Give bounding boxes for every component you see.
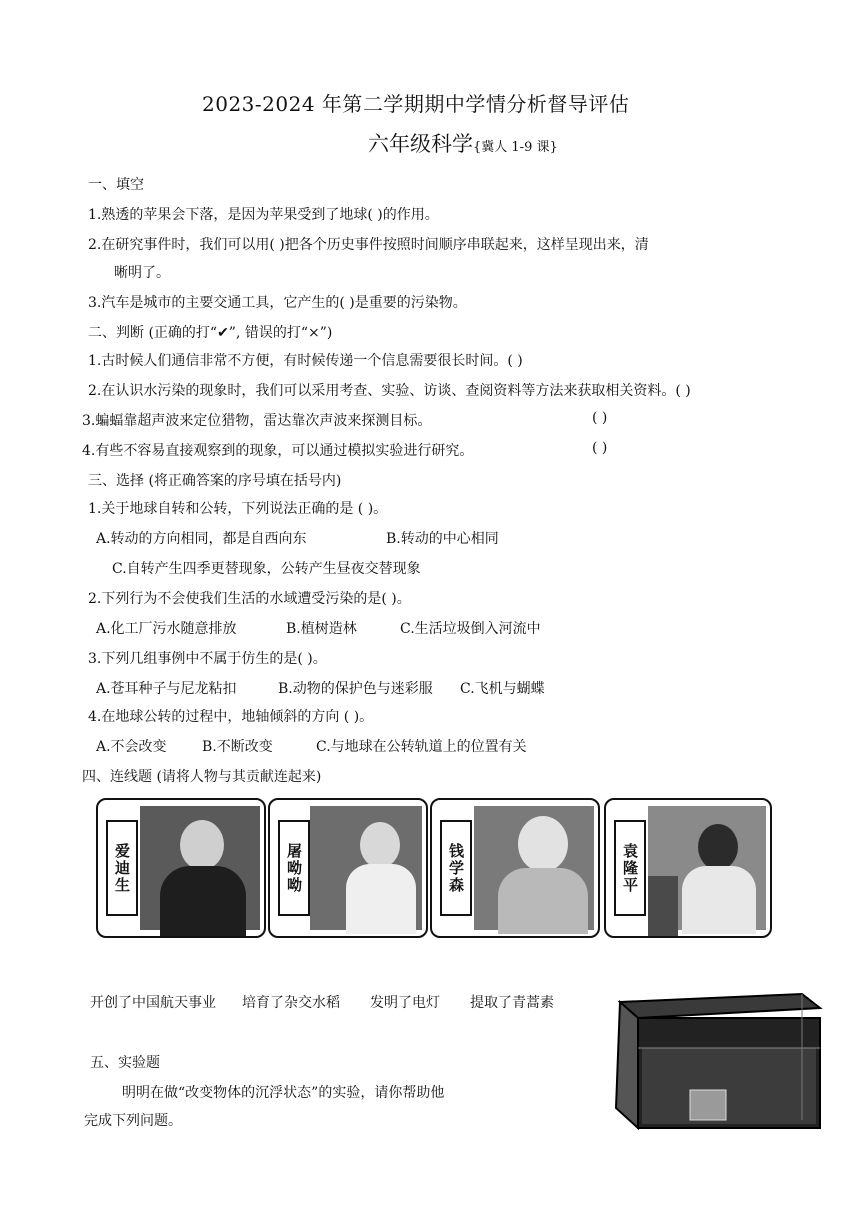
s2-q3-paren: ( ) bbox=[592, 410, 608, 426]
body bbox=[160, 866, 246, 936]
s3-q3: 3.下列几组事例中不属于仿生的是( )。 bbox=[88, 651, 327, 667]
s3-q1-option-b: B.转动的中心相同 bbox=[386, 531, 499, 547]
body bbox=[498, 868, 588, 934]
body bbox=[682, 866, 756, 934]
s3-q2: 2.下列行为不会使我们生活的水域遭受污染的是( )。 bbox=[88, 591, 411, 607]
photo-scene bbox=[648, 806, 766, 930]
s3-q2-option-c: C.生活垃圾倒入河流中 bbox=[400, 621, 541, 637]
s2-q1: 1.古时候人们通信非常不方便，有时候传递一个信息需要很长时间。( ) bbox=[88, 353, 523, 369]
contribution-electric-lamp: 发明了电灯 bbox=[370, 995, 440, 1011]
contribution-aerospace: 开创了中国航天事业 bbox=[90, 995, 216, 1011]
photo-scene bbox=[140, 806, 260, 930]
s2-q3: 3.蝙蝠靠超声波来定位猎物，雷达靠次声波来探测目标。 bbox=[82, 413, 432, 429]
body bbox=[346, 864, 416, 934]
photo-scene bbox=[474, 806, 594, 930]
s1-q2-line1: 2.在研究事件时，我们可以用( )把各个历史事件按照时间顺序串联起来，这样呈现出来，清 bbox=[88, 237, 649, 253]
face bbox=[360, 822, 400, 868]
s3-q1-option-a: A.转动的方向相同，都是自西向东 bbox=[96, 531, 307, 547]
s1-q2-line2: 晰明了。 bbox=[114, 265, 170, 281]
s5-text-line2: 完成下列问题。 bbox=[84, 1113, 182, 1129]
name-card-edison: 爱迪生 bbox=[106, 820, 138, 916]
s3-q3-option-b: B.动物的保护色与迷彩服 bbox=[278, 681, 433, 697]
portrait-yuan-longping bbox=[604, 798, 772, 938]
s3-q4-option-b: B.不断改变 bbox=[202, 739, 273, 755]
s2-q4-paren: ( ) bbox=[592, 440, 608, 456]
s2-q2: 2.在认识水污染的现象时，我们可以采用考查、实验、访谈、查阅资料等方法来获取相关资料。( ) bbox=[88, 383, 691, 399]
section-1-heading: 一、填空 bbox=[88, 177, 144, 193]
s3-q1-option-c: C.自转产生四季更替现象，公转产生昼夜交替现象 bbox=[112, 561, 421, 577]
s1-q1: 1.熟透的苹果会下落，是因为苹果受到了地球( )的作用。 bbox=[88, 207, 439, 223]
name-card-tu-youyou: 屠呦呦 bbox=[278, 820, 310, 916]
page-title: 2023-2024 年第二学期期中学情分析督导评估 bbox=[202, 92, 630, 116]
s5-text-line1: 明明在做“改变物体的沉浮状态”的实验，请你帮助他 bbox=[122, 1085, 445, 1101]
face bbox=[180, 820, 224, 870]
section-4-heading: 四、连线题 (请将人物与其贡献连起来) bbox=[82, 769, 322, 785]
portrait-tu-youyou bbox=[268, 798, 428, 938]
section-5-heading: 五、实验题 bbox=[90, 1055, 160, 1071]
s3-q3-option-c: C.飞机与蝴蝶 bbox=[460, 681, 545, 697]
subtitle-main: 六年级科学 bbox=[368, 132, 473, 156]
face bbox=[698, 824, 738, 870]
photo-scene bbox=[310, 806, 422, 930]
rice-plants bbox=[648, 876, 678, 936]
s2-q4: 4.有些不容易直接观察到的现象，可以通过模拟实验进行研究。 bbox=[82, 443, 474, 459]
s3-q1: 1.关于地球自转和公转，下列说法正确的是 ( )。 bbox=[88, 501, 388, 517]
contribution-hybrid-rice: 培育了杂交水稻 bbox=[242, 995, 340, 1011]
s3-q3-option-a: A.苍耳种子与尼龙粘扣 bbox=[96, 681, 237, 697]
s3-q2-option-b: B.植树造林 bbox=[286, 621, 357, 637]
s3-q2-option-a: A.化工厂污水随意排放 bbox=[96, 621, 237, 637]
subtitle bbox=[368, 128, 558, 158]
s3-q4-option-a: A.不会改变 bbox=[96, 739, 167, 755]
section-3-heading: 三、选择 (将正确答案的序号填在括号内) bbox=[88, 473, 342, 489]
face bbox=[518, 816, 568, 872]
s3-q4-option-c: C.与地球在公转轨道上的位置有关 bbox=[316, 739, 527, 755]
name-card-qian-xuesen: 钱学森 bbox=[440, 820, 472, 916]
portrait-qian-xuesen bbox=[430, 798, 600, 938]
s3-q4: 4.在地球公转的过程中，地轴倾斜的方向 ( )。 bbox=[88, 709, 374, 725]
section-2-heading: 二、判断 (正确的打“✔”, 错误的打“×”) bbox=[88, 325, 333, 341]
s1-q3: 3.汽车是城市的主要交通工具，它产生的( )是重要的污染物。 bbox=[88, 295, 467, 311]
name-card-yuan-longping: 袁隆平 bbox=[614, 820, 646, 916]
water-tank-image bbox=[602, 990, 824, 1132]
contribution-artemisinin: 提取了青蒿素 bbox=[470, 995, 554, 1011]
subtitle-note: {冀人 1-9 课} bbox=[473, 140, 558, 155]
portrait-edison bbox=[96, 798, 266, 938]
